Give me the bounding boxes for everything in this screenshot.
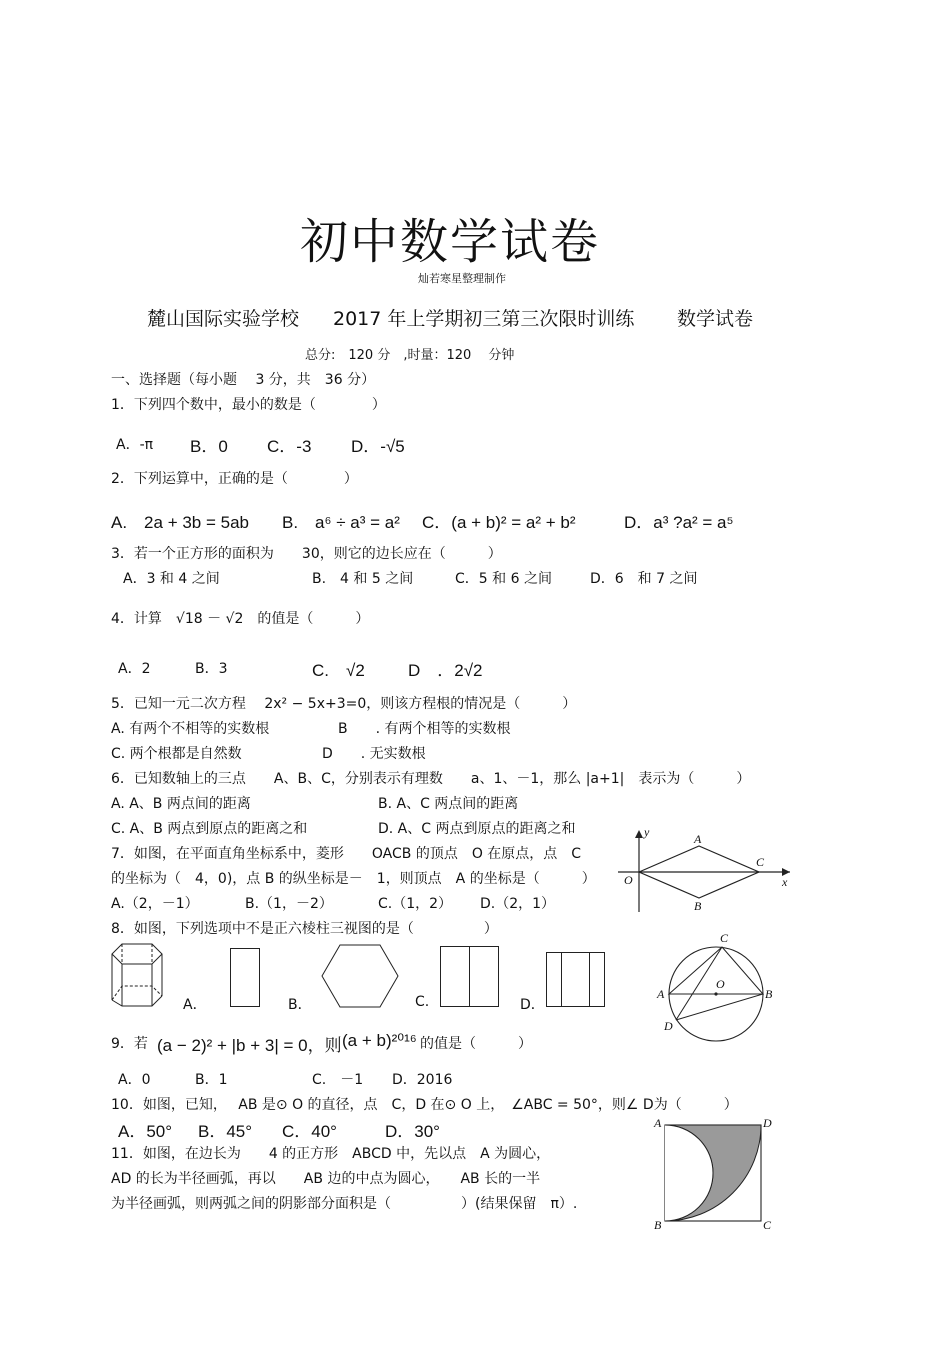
q4-option-b: B．3 (195, 661, 228, 677)
q3-option-b: B. 4 和 5 之间 (312, 571, 414, 587)
q2-option-a: A. 2a + 3b = 5ab (111, 513, 249, 532)
q1-option-b: B．0 (190, 437, 228, 456)
q6-option-b: B. A、C 两点间的距离 (378, 796, 519, 812)
subtitle-school: 麓山国际实验学校 (147, 308, 300, 330)
producer-note: 灿若寒星整理制作 (418, 272, 506, 285)
q8-option-c: C. (415, 994, 430, 1010)
question-2-stem: 2．下列运算中，正确的是（ ） (111, 471, 358, 487)
q10-fig-label-o: O (716, 977, 725, 991)
q11-square-arcs-figure (652, 1115, 777, 1233)
q10-fig-label-a: A (657, 987, 665, 1001)
q11-fig-label-a: A (654, 1116, 662, 1130)
q10-fig-label-b: B (765, 987, 773, 1001)
question-7-stem-line2: 的坐标为（ 4，0)，点 B 的纵坐标是－ 1，则顶点 A 的坐标是（ ） (111, 871, 596, 887)
q9-expression-2: (a + b)²⁰¹⁶ (342, 1031, 417, 1050)
q7-option-b: B.（1，－2） (245, 896, 333, 912)
hexagonal-prism-figure (108, 942, 168, 1008)
q7-fig-label-o: O (624, 873, 633, 887)
question-9-stem-end: 的值是（ ） (420, 1036, 532, 1052)
q5-option-c: C. 两个根都是自然数 (111, 746, 242, 762)
question-11-line2: AD 的长为半径画弧，再以 AB 边的中点为圆心， AB 长的一半 (111, 1171, 541, 1187)
section-heading: 一、选择题（每小题 3 分，共 36 分） (111, 372, 376, 388)
question-6-stem: 6．已知数轴上的三点 A、B、C，分别表示有理数 a、1、－1，那么 |a+1| 表示为（ ） (111, 771, 751, 787)
q10-option-d: D．30° (385, 1122, 440, 1141)
q1-option-c: C．-3 (267, 437, 312, 456)
q6-option-a: A. A、B 两点间的距离 (111, 796, 251, 812)
score-info: 总分: 120 分 ,时量：120 分钟 (305, 348, 515, 363)
q2-option-b: B. a⁶ ÷ a³ = a² (282, 513, 400, 532)
q11-fig-label-c: C (763, 1218, 772, 1232)
q8-option-d: D． (520, 997, 545, 1013)
q1-option-d: D．-√5 (351, 437, 405, 456)
q10-option-a: A．50° (118, 1122, 173, 1141)
question-4-stem: 4．计算 √18 － √2 的值是（ ） (111, 611, 370, 627)
q11-fig-label-b: B (654, 1218, 662, 1232)
q7-fig-label-x: x (782, 875, 788, 889)
q7-option-a: A.（2，－1） (111, 896, 199, 912)
q7-fig-label-b: B (694, 899, 702, 913)
q8-option-a-rectangle (230, 948, 260, 1008)
q10-fig-label-d: D (664, 1019, 673, 1033)
q5-option-d: D . 无实数根 (322, 746, 426, 762)
q2-option-c: C．(a + b)² = a² + b² (422, 513, 576, 532)
q10-circle-figure (654, 930, 779, 1040)
q6-option-c: C. A、B 两点到原点的距离之和 (111, 821, 308, 837)
question-11-line1: 11．如图，在边长为 4 的正方形 ABCD 中，先以点 A 为圆心， (111, 1146, 551, 1162)
q11-fig-label-d: D (763, 1116, 772, 1130)
q2-option-d: D．a³ ?a² = a⁵ (624, 513, 734, 532)
q10-option-b: B．45° (198, 1122, 253, 1141)
question-9-stem-start: 9．若 (111, 1036, 148, 1052)
q8-option-b: B． (288, 997, 312, 1013)
question-3-stem: 3．若一个正方形的面积为 30，则它的边长应在（ ） (111, 546, 502, 562)
q8-option-b-hexagon (320, 944, 400, 1008)
q3-option-a: A．3 和 4 之间 (123, 571, 220, 587)
q7-option-c: C.（1，2） (378, 896, 453, 912)
q6-option-d: D. A、C 两点到原点的距离之和 (378, 821, 576, 837)
q1-option-a: A．-π (116, 437, 154, 453)
q7-fig-label-c: C (756, 855, 765, 869)
q7-fig-label-a: A (694, 832, 702, 846)
q3-option-d: D．6 和 7 之间 (590, 571, 698, 587)
q9-option-a: A．0 (118, 1072, 151, 1088)
q5-option-b: B . 有两个相等的实数根 (338, 721, 511, 737)
question-11-line3: 为半径画弧，则两弧之间的阴影部分面积是（ ）(结果保留 π）. (111, 1196, 578, 1212)
q7-fig-label-y: y (644, 825, 650, 839)
question-1-stem: 1．下列四个数中，最小的数是（ ） (111, 397, 386, 413)
q7-option-d: D.（2，1） (480, 896, 556, 912)
question-7-stem-line1: 7．如图，在平面直角坐标系中，菱形 OACB 的顶点 O 在原点，点 C (111, 846, 582, 862)
doc-title: 初中数学试卷 (300, 214, 601, 270)
q8-option-c-rectangles (440, 946, 500, 1008)
q9-expression: (a − 2)² + |b + 3| = 0，则 (157, 1036, 342, 1055)
q4-option-d: D ．2√2 (408, 661, 483, 680)
q4-option-a: A．2 (118, 661, 151, 677)
question-10-stem: 10．如图，已知， AB 是⊙ O 的直径，点 C，D 在⊙ O 上， ∠ABC = 50°，则∠ D为（ ） (111, 1097, 738, 1113)
q7-rhombus-figure (612, 826, 797, 914)
subtitle-term: 2017 年上学期初三第三次限时训练 (333, 308, 635, 330)
q8-option-d-rectangles (546, 952, 606, 1008)
question-8-stem: 8．如图，下列选项中不是正六棱柱三视图的是（ ） (111, 921, 498, 937)
q10-option-c: C．40° (282, 1122, 337, 1141)
q3-option-c: C．5 和 6 之间 (455, 571, 552, 587)
q9-option-c: C. －1 (312, 1072, 364, 1088)
question-5-stem: 5．已知一元二次方程 2x² − 5x+3=0，则该方程根的情况是（ ） (111, 696, 577, 712)
q10-fig-label-c: C (720, 931, 729, 945)
q5-option-a: A. 有两个不相等的实数根 (111, 721, 270, 737)
q4-option-c: C. √2 (312, 661, 365, 680)
q8-option-a: A． (183, 997, 207, 1013)
q9-option-b: B．1 (195, 1072, 228, 1088)
q9-option-d: D．2016 (392, 1072, 453, 1088)
subtitle-subject: 数学试卷 (677, 308, 754, 330)
